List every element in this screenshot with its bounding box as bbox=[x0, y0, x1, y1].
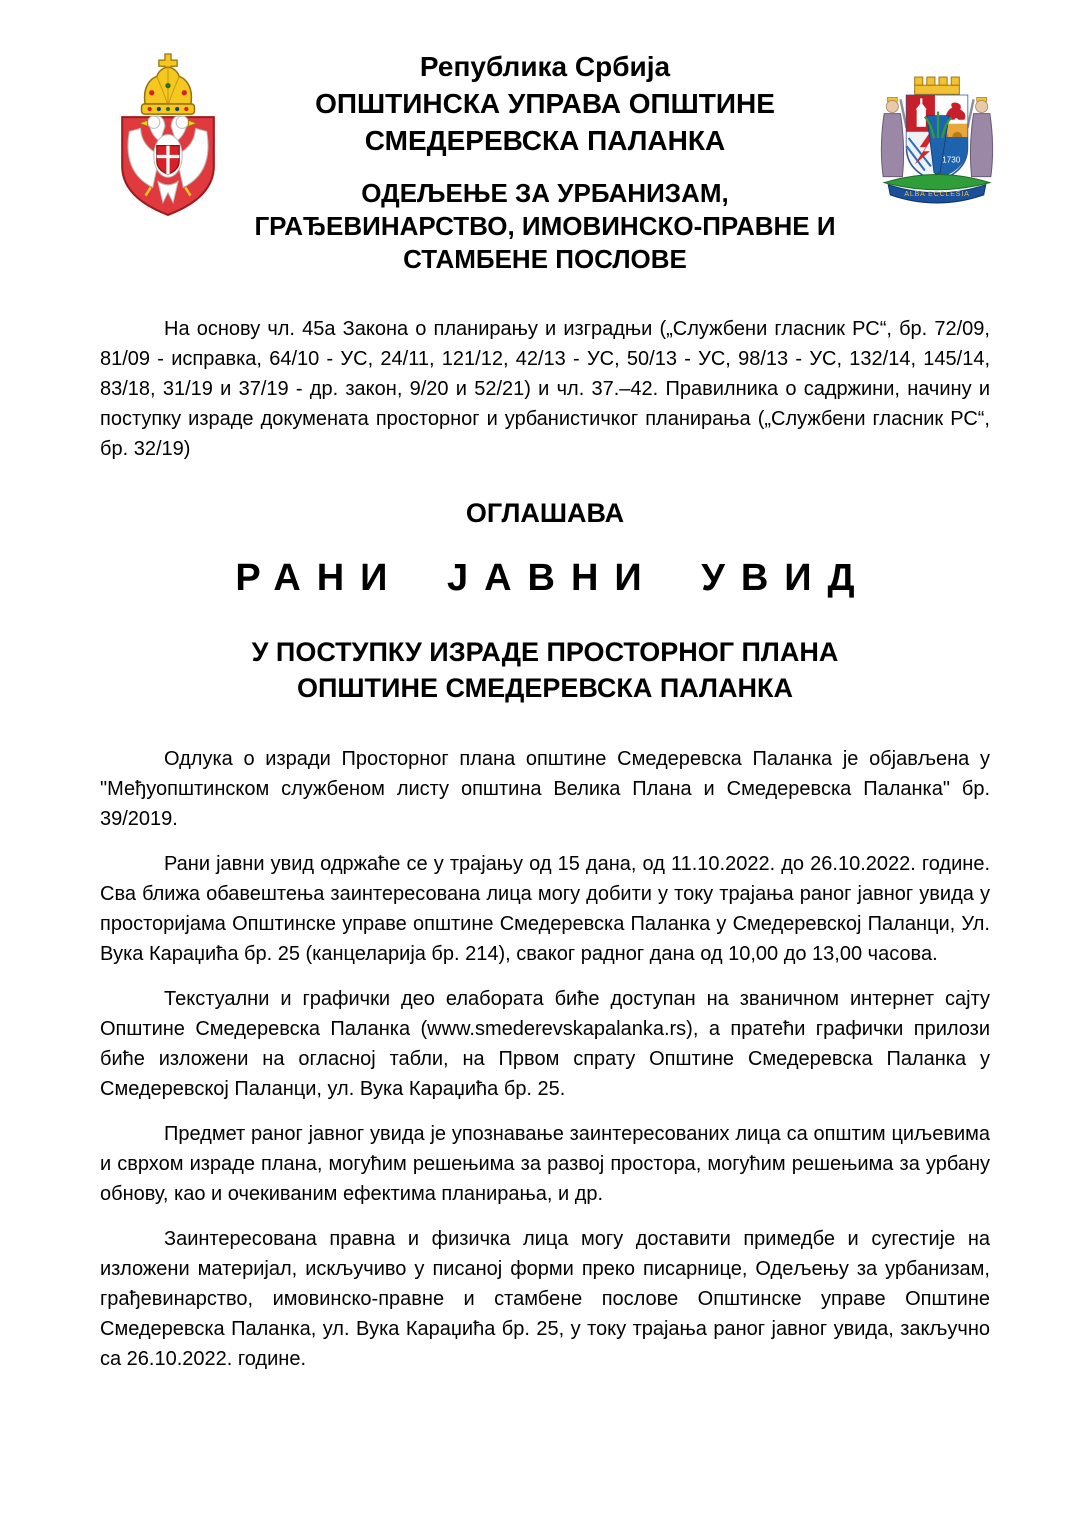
document-body bbox=[100, 314, 990, 1374]
document-header bbox=[100, 48, 990, 276]
objections-submission-paragraph: Заинтересована правна и физичка лица могу доставити примедбе и сугестије на изложени материјал, искључиво у писаној форми преко писарнице, Одељењу за урбанизам, грађевинарство, имовинско-правне и стамбене послове Општинске управе Општине Смедеревска Паланка, ул. Вука Караџића бр. 25, у току трајања раног јавног увида, закључно са 26.10.2022. године. bbox=[100, 1228, 990, 1370]
announces-heading: ОГЛАШАВА bbox=[465, 498, 625, 528]
serbia-coat-of-arms-icon bbox=[112, 52, 224, 220]
department-line-2: ГРАЂЕВИНАРСТВО, ИМОВИНСКО-ПРАВНЕ И bbox=[254, 211, 836, 241]
org-name-line-2: СМЕДЕРЕВСКА ПАЛАНКА bbox=[364, 125, 726, 156]
smederevska-palanka-coat-of-arms-icon bbox=[872, 72, 1002, 206]
org-name-line-1: ОПШТИНСКА УПРАВА ОПШТИНЕ bbox=[315, 88, 775, 119]
right-supporter-figure bbox=[967, 97, 992, 176]
main-title: РАНИ ЈАВНИ УВИД bbox=[235, 557, 871, 599]
subtitle-line-1: У ПОСТУПКУ ИЗРАДЕ ПРОСТОРНОГ ПЛАНА bbox=[251, 637, 839, 667]
header-org-block bbox=[100, 48, 990, 159]
department-line-1: ОДЕЉЕЊЕ ЗА УРБАНИЗАМ, bbox=[361, 178, 729, 208]
review-subject-paragraph: Предмет раног јавног увида је упознавање заинтересованих лица са општим циљевима и сврхом израде плана, могућим решењима за развој простора, могућим решењима за урбану обнову, као и очекиваним ефектима планирања, и др. bbox=[100, 1123, 990, 1205]
serbia-inner-shield-icon bbox=[157, 146, 179, 175]
subtitle-heading bbox=[100, 634, 990, 706]
header-department-block bbox=[100, 177, 990, 276]
country-name: Република Србија bbox=[419, 51, 671, 82]
serbia-crown-icon bbox=[142, 54, 195, 114]
founding-year-label: 1730 bbox=[942, 155, 961, 165]
motto-label: ALBA ECCLESIA bbox=[904, 189, 970, 198]
review-period-paragraph: Рани јавни увид одржаће се у трајању од 15 дана, од 11.10.2022. до 26.10.2022. године. Сва ближа обавештења заинтересована лица могу добити у току трајања раног јавног увида у просторијама Општинске управе општине Смедеревска Паланка у Смедеревској Паланци, Ул. Вука Караџића бр. 25 (канцеларија бр. 214), сваког радног дана од 10,00 до 13,00 часова. bbox=[100, 853, 990, 965]
municipal-shield bbox=[907, 95, 968, 181]
left-supporter-figure bbox=[881, 97, 906, 176]
department-line-3: СТАМБЕНЕ ПОСЛОВЕ bbox=[403, 244, 687, 274]
mural-crown-icon bbox=[915, 77, 960, 94]
materials-availability-paragraph: Текстуални и графички део елабората биће доступан на званичном интернет сајту Општине Смедеревска Паланка (www.smederevskapalanka.rs), а пратећи графички прилози биће изложени на огласној табли, на Првом спрату Општине Смедеревска Паланка у Смедеревској Паланци, ул. Вука Караџића бр. 25. bbox=[100, 988, 990, 1100]
decision-publication-paragraph: Одлука о изради Просторног плана општине Смедеревска Паланка је објављена у "Међуопштинском службеном листу општина Велика Плана и Смедеревска Паланка" бр. 39/2019. bbox=[100, 748, 990, 830]
legal-basis-paragraph: На основу чл. 45а Закона о планирању и изградњи („Службени гласник РС“, бр. 72/09, 81/09 - исправка, 64/10 - УС, 24/11, 121/12, 42/13 - УС, 50/13 - УС, 98/13 - УС, 132/14, 145/14, 83/18, 31/19 и 37/19 - др. закон, 9/20 и 52/21) и чл. 37.–42. Правилника о садржини, начину и поступку израде докумената просторног и урбанистичког планирања („Службени гласник РС“, бр. 32/19) bbox=[100, 318, 990, 460]
subtitle-line-2: ОПШТИНЕ СМЕДЕРЕВСКА ПАЛАНКА bbox=[297, 673, 793, 703]
